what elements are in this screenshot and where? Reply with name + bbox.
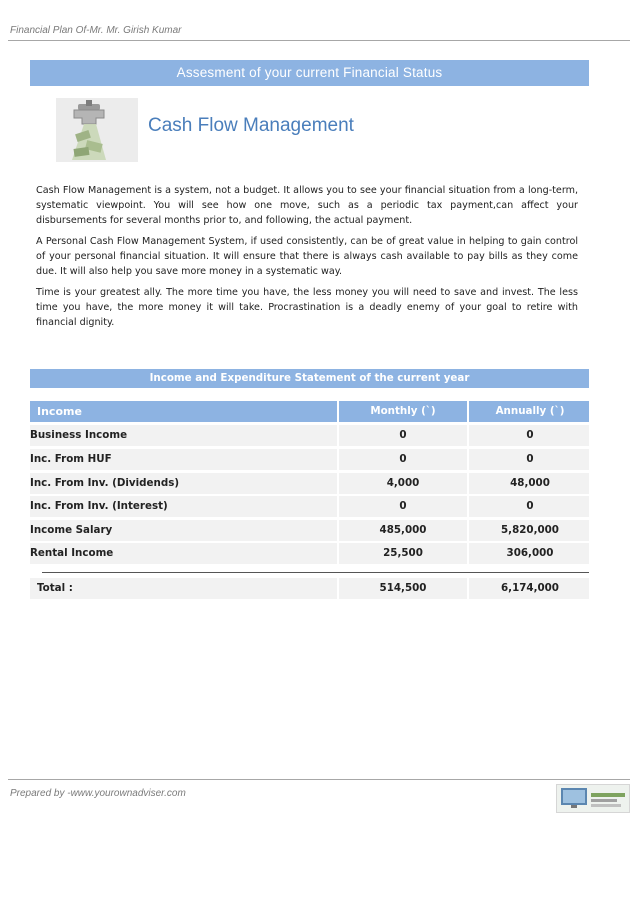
- total-divider: [42, 572, 589, 573]
- row-annually: 306,000: [467, 543, 591, 564]
- row-label: Income Salary: [30, 524, 113, 536]
- row-monthly: 0: [337, 449, 467, 470]
- header-annually: Annually (`): [467, 401, 591, 422]
- table-row: [30, 449, 589, 470]
- table-row: [30, 473, 589, 494]
- table-row: [30, 425, 589, 446]
- header-rule: [8, 40, 630, 41]
- row-annually: 0: [467, 496, 591, 517]
- page-footer: Prepared by -www.yourownadviser.com: [10, 788, 186, 799]
- section-banner: Assesment of your current Financial Status: [30, 60, 589, 86]
- row-monthly: 0: [337, 425, 467, 446]
- row-annually: 5,820,000: [467, 520, 591, 541]
- header-monthly: Monthly (`): [337, 401, 467, 422]
- total-monthly: 514,500: [337, 578, 467, 599]
- table-row: [30, 496, 589, 517]
- header-income: Income: [37, 405, 82, 418]
- total-row: [30, 578, 589, 599]
- row-label: Inc. From Inv. (Dividends): [30, 477, 180, 489]
- page-header: Financial Plan Of-Mr. Mr. Girish Kumar: [10, 25, 182, 36]
- row-monthly: 485,000: [337, 520, 467, 541]
- row-annually: 48,000: [467, 473, 591, 494]
- row-label: Business Income: [30, 429, 128, 441]
- paragraph-time-ally: Time is your greatest ally. The more time you have, the less money you will need to save and invest. The less time you have, the more money it will take. Procrastination is a deadly enemy of your goal to retire with financial dignity.: [36, 287, 578, 328]
- row-monthly: 25,500: [337, 543, 467, 564]
- total-label: Total :: [37, 582, 73, 594]
- paragraph-cash-flow-definition: Cash Flow Management is a system, not a budget. It allows you to see your financial situation from a long-term, systematic viewpoint. You will see how one move, such as a periodic tax payment,can affect your disbursements for several months prior to, and following, the actual payment.: [36, 185, 578, 226]
- money-tap-icon: [56, 98, 138, 162]
- table-banner: Income and Expenditure Statement of the current year: [30, 369, 589, 388]
- row-annually: 0: [467, 449, 591, 470]
- row-label: Inc. From Inv. (Interest): [30, 500, 168, 512]
- table-header: [30, 401, 589, 422]
- paragraph-cash-flow-system: A Personal Cash Flow Management System, if used consistently, can be of great value in helping to gain control of your personal financial situation. It will ensure that there is always cash available to pay bills as they come due. It will also help you save more money in a systematic way.: [36, 236, 578, 277]
- row-monthly: 4,000: [337, 473, 467, 494]
- table-row: [30, 520, 589, 541]
- row-label: Rental Income: [30, 547, 114, 559]
- table-row: [30, 543, 589, 564]
- row-annually: 0: [467, 425, 591, 446]
- adviser-logo-icon: [556, 784, 630, 813]
- row-monthly: 0: [337, 496, 467, 517]
- row-label: Inc. From HUF: [30, 453, 112, 465]
- footer-rule: [8, 779, 630, 780]
- total-annually: 6,174,000: [467, 578, 591, 599]
- section-title: Cash Flow Management: [148, 115, 354, 136]
